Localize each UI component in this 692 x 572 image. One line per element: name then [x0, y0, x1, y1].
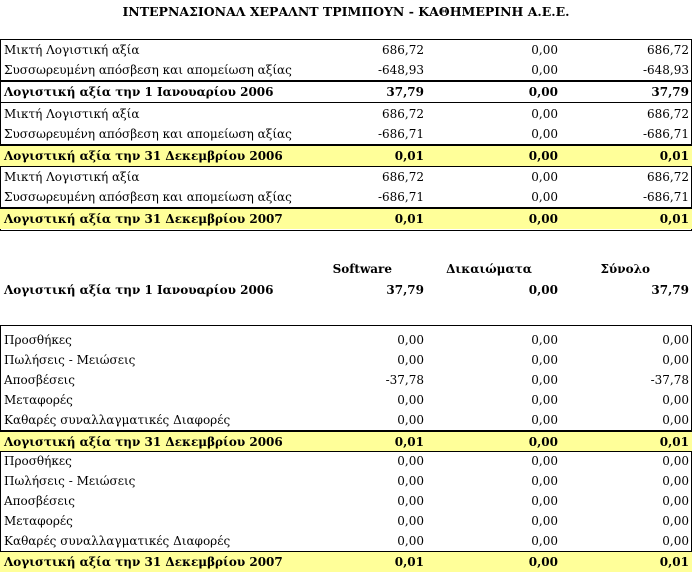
- table-row: [0, 104, 692, 124]
- total-value: 0,00: [662, 413, 689, 427]
- rights-value: 0,00: [528, 85, 558, 99]
- column-header-total: Σύνολο: [600, 262, 650, 276]
- rights-value: 0,00: [531, 454, 558, 468]
- rights-value: 0,00: [531, 413, 558, 427]
- rights-value: 0,00: [528, 555, 558, 569]
- row-label: Συσσωρευμένη απόσβεση και απομείωση αξίας: [4, 190, 292, 204]
- software-value: 37,79: [386, 283, 424, 297]
- rights-value: 0,00: [528, 212, 558, 226]
- rights-value: 0,00: [531, 373, 558, 387]
- total-value: 0,00: [662, 494, 689, 508]
- row-label: Μικτή Λογιστική αξία: [4, 170, 140, 184]
- total-value: 0,00: [662, 353, 689, 367]
- total-value: 37,79: [651, 85, 689, 99]
- row-label: Συσσωρευμένη απόσβεση και απομείωση αξίας: [4, 63, 292, 77]
- table-row: [0, 531, 692, 551]
- highlighted-total-row: [0, 146, 692, 166]
- row-label: Μικτή Λογιστική αξία: [4, 43, 140, 57]
- software-value: -686,71: [377, 190, 424, 204]
- total-row: [0, 82, 692, 102]
- row-label: Καθαρές συναλλαγματικές Διαφορές: [4, 534, 231, 548]
- total-value: 0,00: [662, 333, 689, 347]
- total-value: 0,00: [662, 514, 689, 528]
- software-value: 686,72: [382, 43, 424, 57]
- rights-value: 0,00: [531, 514, 558, 528]
- software-value: -648,93: [377, 63, 424, 77]
- table-row: [0, 370, 692, 390]
- rights-value: 0,00: [531, 393, 558, 407]
- table-row: [0, 167, 692, 187]
- software-value: 37,79: [386, 85, 424, 99]
- total-value: 0,01: [659, 435, 689, 449]
- highlighted-total-row: [0, 432, 692, 452]
- total-value: 0,00: [662, 454, 689, 468]
- software-value: 0,00: [397, 514, 424, 528]
- row-label: Λογιστική αξία την 31 Δεκεμβρίου 2006: [4, 435, 283, 449]
- software-value: 0,00: [397, 333, 424, 347]
- rights-value: 0,00: [531, 353, 558, 367]
- rights-value: 0,00: [531, 333, 558, 347]
- table-row: [0, 330, 692, 350]
- rights-value: 0,00: [528, 283, 558, 297]
- row-label: Πωλήσεις - Μειώσεις: [4, 353, 136, 367]
- row-label: Καθαρές συναλλαγματικές Διαφορές: [4, 413, 231, 427]
- software-value: 0,01: [394, 212, 424, 226]
- total-value: 0,00: [662, 393, 689, 407]
- row-label: Λογιστική αξία την 31 Δεκεμβρίου 2006: [4, 149, 283, 163]
- software-value: -37,78: [385, 373, 424, 387]
- movements-top-border: [0, 325, 692, 326]
- row-label: Λογιστική αξία την 1 Ιανουαρίου 2006: [4, 85, 274, 99]
- table-row: [0, 60, 692, 80]
- table-row: [0, 124, 692, 144]
- row-label: Προσθήκες: [4, 454, 72, 468]
- total-value: -37,78: [650, 373, 689, 387]
- row-label: Προσθήκες: [4, 333, 72, 347]
- highlighted-total-row: [0, 209, 692, 229]
- rights-value: 0,00: [531, 190, 558, 204]
- software-value: 0,01: [394, 435, 424, 449]
- software-value: 686,72: [382, 107, 424, 121]
- table-row: [0, 187, 692, 207]
- total-value: 0,00: [662, 474, 689, 488]
- software-value: 0,00: [397, 353, 424, 367]
- software-value: 0,00: [397, 534, 424, 548]
- rights-value: 0,00: [531, 534, 558, 548]
- rights-value: 0,00: [531, 474, 558, 488]
- software-value: 0,01: [394, 555, 424, 569]
- row-label: Συσσωρευμένη απόσβεση και απομείωση αξίας: [4, 127, 292, 141]
- row-label: Μεταφορές: [4, 514, 73, 528]
- column-header-row: [0, 259, 692, 279]
- row-label: Μικτή Λογιστική αξία: [4, 107, 140, 121]
- rights-value: 0,00: [531, 107, 558, 121]
- total-value: 686,72: [647, 107, 689, 121]
- software-value: 0,00: [397, 413, 424, 427]
- software-value: 0,00: [397, 393, 424, 407]
- row-label: Μεταφορές: [4, 393, 73, 407]
- table-row: [0, 350, 692, 370]
- software-value: 0,01: [394, 149, 424, 163]
- table-row: [0, 491, 692, 511]
- rights-value: 0,00: [531, 127, 558, 141]
- highlighted-total-row: [0, 552, 692, 572]
- rights-value: 0,00: [531, 170, 558, 184]
- total-value: -686,71: [642, 190, 689, 204]
- column-header-software: Software: [332, 262, 392, 276]
- software-value: 0,00: [397, 454, 424, 468]
- total-value: -686,71: [642, 127, 689, 141]
- row-label: Αποσβέσεις: [4, 373, 75, 387]
- table-bottom-border: [0, 230, 692, 231]
- opening-balance-row: [0, 280, 692, 300]
- software-value: 686,72: [382, 170, 424, 184]
- row-label: Λογιστική αξία την 31 Δεκεμβρίου 2007: [4, 212, 283, 226]
- rights-value: 0,00: [531, 494, 558, 508]
- rights-value: 0,00: [528, 149, 558, 163]
- table-row: [0, 410, 692, 430]
- document-title: ΙΝΤΕΡΝΑΣΙΟΝΑΛ ΧΕΡΑΛΝΤ ΤΡΙΜΠΟΥΝ - ΚΑΘΗΜΕΡΙΝΗ Α.Ε.Ε.: [122, 4, 570, 19]
- row-label: Λογιστική αξία την 1 Ιανουαρίου 2006: [4, 283, 274, 297]
- table-row: [0, 471, 692, 491]
- total-value: 0,00: [662, 534, 689, 548]
- total-value: 0,01: [659, 212, 689, 226]
- total-value: 0,01: [659, 149, 689, 163]
- rights-value: 0,00: [531, 63, 558, 77]
- row-separator: [0, 102, 692, 103]
- total-value: 37,79: [651, 283, 689, 297]
- row-label: Πωλήσεις - Μειώσεις: [4, 474, 136, 488]
- software-value: -686,71: [377, 127, 424, 141]
- table-row: [0, 390, 692, 410]
- software-value: 0,00: [397, 474, 424, 488]
- software-value: 0,00: [397, 494, 424, 508]
- row-label: Αποσβέσεις: [4, 494, 75, 508]
- total-value: 686,72: [647, 43, 689, 57]
- rights-value: 0,00: [531, 43, 558, 57]
- table-row: [0, 451, 692, 471]
- total-value: 0,01: [659, 555, 689, 569]
- table-row: [0, 511, 692, 531]
- rights-value: 0,00: [528, 435, 558, 449]
- row-label: Λογιστική αξία την 31 Δεκεμβρίου 2007: [4, 555, 283, 569]
- table-row: [0, 40, 692, 60]
- total-value: -648,93: [642, 63, 689, 77]
- total-value: 686,72: [647, 170, 689, 184]
- column-header-rights: Δικαιώματα: [446, 262, 532, 276]
